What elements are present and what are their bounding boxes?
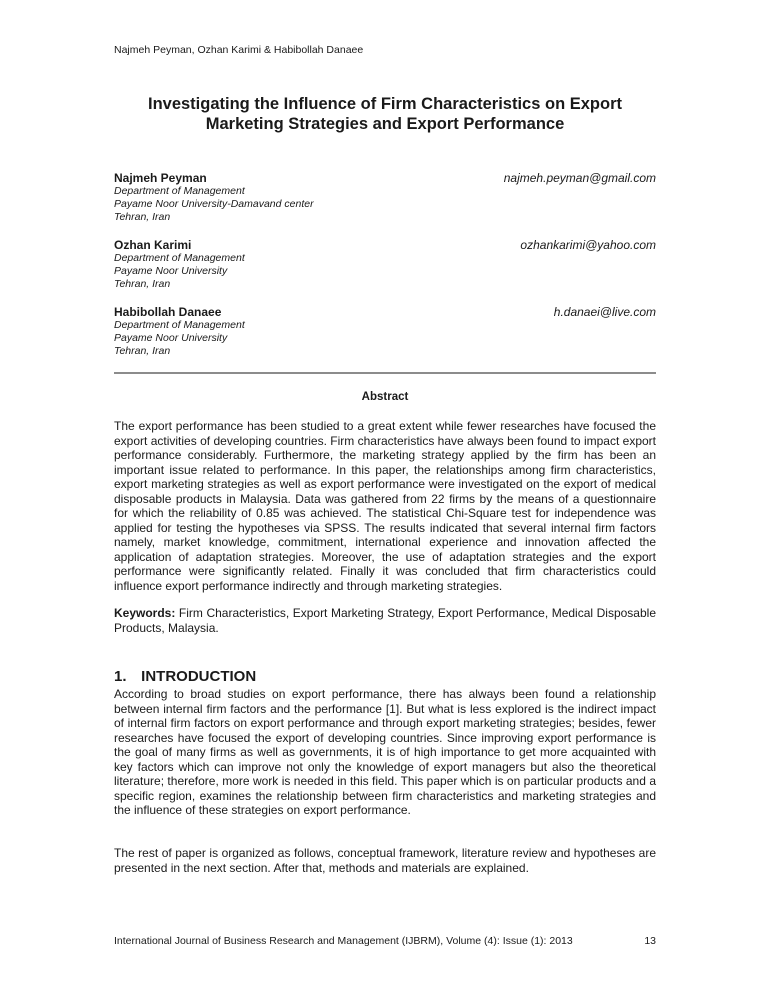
author-department: Department of Management xyxy=(114,252,245,264)
title-line-2: Marketing Strategies and Export Performance xyxy=(205,115,565,133)
author-email[interactable]: ozhankarimi@yahoo.com xyxy=(520,238,656,252)
author-email[interactable]: najmeh.peyman@gmail.com xyxy=(503,171,656,185)
running-header: Najmeh Peyman, Ozhan Karimi & Habibollah Danaee xyxy=(114,44,364,56)
section-heading-introduction xyxy=(114,668,256,685)
page-number: 13 xyxy=(644,935,656,947)
introduction-paragraph-1: According to broad studies on export performance, there has always been found a relationship between internal firm factors and the performance [1]. But what is less explored is the indirect impact of internal firm factors on export performance and through export marketing strategies; besides, fewer researches have focused the export of developing countries. Since improving export performance is the goal of many firms as well as governments, it is of high importance to get more acquainted with key factors which can improve not only the knowledge of export managers but also the theoretical literature; therefore, more work is needed in this field. This paper which is on particular products and a specific region, examines the relationship between firm characteristics and marketing strategies and the influence of these strategies on export performance. xyxy=(114,687,656,817)
abstract-heading: Abstract xyxy=(361,391,409,403)
author-location: Tehran, Iran xyxy=(114,211,171,224)
keywords-label: Keywords: xyxy=(114,606,176,620)
section-divider xyxy=(114,372,656,374)
keywords xyxy=(114,606,656,635)
author-name: Habibollah Danaee xyxy=(114,305,222,319)
keywords-text: Firm Characteristics, Export Marketing Strategy, Export Performance, Medical Disposable Products, Malaysia. xyxy=(114,606,656,635)
author-location: Tehran, Iran xyxy=(114,278,171,291)
paper-title xyxy=(114,94,656,134)
section-title: INTRODUCTION xyxy=(141,668,257,685)
author-block-3 xyxy=(114,305,656,359)
author-department: Department of Management xyxy=(114,319,245,331)
section-number: 1. xyxy=(114,668,127,685)
author-block-2 xyxy=(114,238,656,292)
author-university: Payame Noor University xyxy=(114,332,228,345)
author-university: Payame Noor University xyxy=(114,265,228,278)
author-location: Tehran, Iran xyxy=(114,345,171,358)
author-block-1 xyxy=(114,171,656,225)
page-footer xyxy=(114,935,656,947)
author-university: Payame Noor University-Damavand center xyxy=(114,198,314,211)
author-department: Department of Management xyxy=(114,185,245,197)
author-email[interactable]: h.danaei@live.com xyxy=(553,305,656,319)
title-line-1: Investigating the Influence of Firm Characteristics on Export xyxy=(147,95,622,113)
journal-citation: International Journal of Business Research and Management (IJBRM), Volume (4): Issue (1): 2013 xyxy=(114,935,573,947)
author-name: Ozhan Karimi xyxy=(114,238,192,252)
abstract-text: The export performance has been studied to a great extent while fewer researches have focused the export activities of developing countries. Firm characteristics have always been found to impact export performance considerably. Furthermore, the marketing strategy applied by the firm has been an important issue related to performance. In this paper, the relationships among firm characteristics, export marketing strategies as well as export performance were investigated on the export of medical disposable products in Malaysia. Data was gathered from 22 firms by the means of a questionnaire for which the reliability of 0.85 was achieved. The statistical Chi-Square test for independence was applied for testing the hypotheses via SPSS. The results indicated that several internal firm factors namely, market knowledge, commitment, international experience and innovation affected the application of adaptation strategies. Moreover, the use of adaptation strategies and the export performance were significantly related. Finally it was concluded that firm characteristics could influence export performance indirectly and through marketing strategies. xyxy=(114,419,656,593)
introduction-paragraph-2: The rest of paper is organized as follows, conceptual framework, literature review and hypotheses are presented in the next section. After that, methods and materials are explained. xyxy=(114,846,656,875)
author-name: Najmeh Peyman xyxy=(114,171,207,185)
